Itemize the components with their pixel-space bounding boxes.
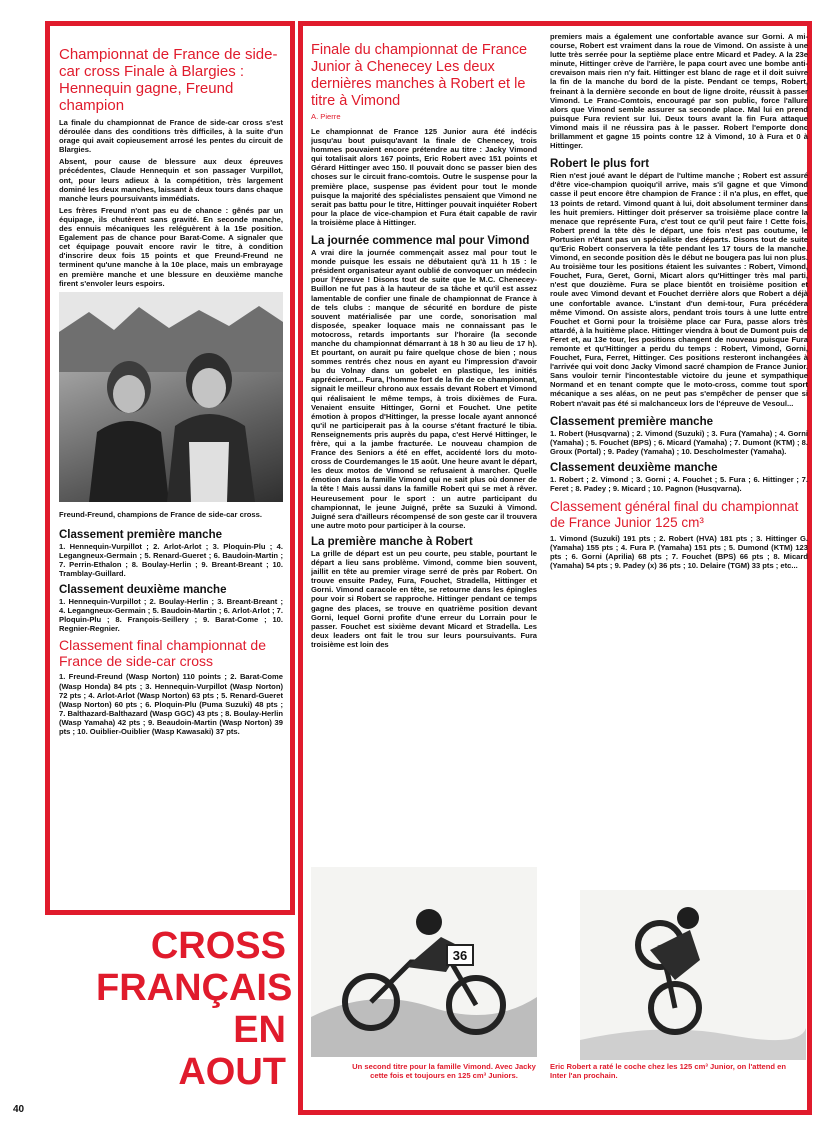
- page-number: 40: [13, 1104, 25, 1115]
- banner-line-2: FRANÇAIS: [96, 967, 293, 1009]
- robert-photo-caption: Eric Robert a raté le coche chez les 125 cm³ Junior, on l'attend en Inter l'an prochain.: [550, 1062, 787, 1080]
- sidecar-paragraph-2: Absent, pour cause de blessure aux deux épreuves précédentes, Claude Hennequin et son passager Vurpillot, ont, pour leurs adieux à la compétition, très largement dominé les deux manches, laissant à deux tours dans chaque manche leurs poursuivants immédiats.: [59, 157, 283, 203]
- junior-s3-heading: Robert le plus fort: [550, 158, 650, 171]
- vimond-photo: [311, 867, 537, 1057]
- sidecar-intro: La finale du championnat de France de side-car cross s'est déroulée dans des conditions très difficiles, à la suite d'un orage qui avait copieusement arrosé les pentes du circuit de Blargies.: [59, 118, 283, 155]
- junior-s3-text: Rien n'est joué avant le départ de l'ultime manche ; Robert est assuré d'être vice-champion quoiqu'il arrive, mais s'il gagne et que Vimond casse il peut encore être champion de France : il n'a plus, en effet, que 13 points de retard. Vimond quant à lui, doit absolument terminer dans les huit premiers. Hittinger doit préserver sa troisième place contre la menace que représente Fura, c'est tout ce qu'il peut faire ! Cette fois, Robert prend la tête dès le départ, une fois n'est pas coutume, le Portusien n'étant pas un spécialiste des départs. Disons tout de suite qu'Eric Robert conservera la tête pendant les 17 tours de la manche. Vimond, en seconde position dès le début ne bougera pas lui non plus. Au troisième tour les positions étaient les suivantes : Robert, Vimond, Fouchet, Fura, Geret, Gorni, Micart alors qu'Hittinger très mal parti, n'est que douzième. Fura se place bientôt en troisième position et roule avec Vimond devant et Fouchet derrière alors que Robert a déjà une confortable avance. L'instant d'un demi-tour, Fura précédera même Vimond. On assiste alors, pendant trois tours à une lutte entre Fouchet et Gorni pour la troisième place car Fura, passe alors très attardé, à la huitième place. Hittinger viendra à bout de Dumont puis de Feret et, au 13e tour, les positions changent de nouveau puisque Fura remonte et qu'Hittinger a perdu du temps : Robert, Vimond, Gorni, Fouchet, Fura, Ferret, Hittinger. Ces positions resteront inchangées à l'arrivée qui voit donc Jacky Vimond sacré champion de France Junior. Sans vouloir ternir l'incontestable victoire du jeune et sympathique Normand et en tenant compte que le moto-cross, comme tout sport mécanique a ses aléas, on ne peut pas s'empêcher de penser que si Robert n'avait pas été si malchanceux lors de l'épreuve de Vesoul...: [550, 171, 808, 408]
- junior-article-box: [298, 21, 812, 1115]
- sidecar-final-results: 1. Freund-Freund (Wasp Norton) 110 points ; 2. Barat-Come (Wasp Honda) 84 pts ; 3. Hennequin-Vurpillot (Wasp Norton) 72 pts ; 4. Arlot-Arlot (Wasp Norton) 63 pts ; 5. Renard-Gueret (Wasp Norton) 60 pts ; 6. Ploquin-Plu (Puma Suzuki) 48 pts ; 7. Balthazard-Balthazard (Wasp GGC) 43 pts ; 8. Boulay-Herlin (Wasp Yamaha) 42 pts ; 9. Beaudoin-Martin (Wasp Norton) 39 pts ; 10. Ouiblier-Ouiblier (Wasp Kawasaki) 37 pts.: [59, 672, 283, 736]
- junior-author: A. Pierre: [311, 112, 341, 121]
- junior-s1-text: A vrai dire la journée commençait assez mal pour tout le monde puisque les essais ne débutaient qu'à 11 h 15 : le président organisateur ayant oublié de convoquer un médecin pour l'épreuve ! Disons tout de suite que le M.C. Chenecey-Buillon ne fut pas à la hauteur de sa tâche et qu'il est assez lamentable de confier une finale de championnat de France à de tels clubs : manque de sécurité en bordure de piste souvent matérialisée par une corde, sonorisation mal disposée, speaker loquace mais ne connaissant pas le motocross, retards importants sur l'horaire (la seconde manche du championnat démarrant à 18 h 30 au lieu de 17 h). Et pourtant, on aurait pu faire quelque chose de bien ; nous sommes rentrés chez nous en ayant eu l'impression d'avoir bu du Volnay dans un gobelet en plastique, les initiés apprécieront... Fura, l'homme fort de la fin de ce championnat, signait le meilleur chrono aux essais devant Robert et Vimond qui réalisaient le même temps, à trois dixièmes de Fura. Venaient ensuite Hittinger, Gorni et Fouchet. Une petite émotion à propos d'Hittinger, la presse locale ayant annoncé qu'il ne participerait pas à la course s'étant fracturé le tibia. Renseignements pris auprès du papa, c'est Hervé Hittinger, le frère, qui a la jambe fracturée. Le nouveau champion de France des Seniors a été en effet, accidenté lors du moto-cross de Courdemanges le 15 août. Une heure avant le départ, les deux motos de Vimond se refusaient à marcher. Quelle émotion dans la famille Vimond qui ne sait plus où donner de la tête ! Mais aussi dans la famille Robert qui se met à rêver. Heureusement pour le sport : un autre participant du championnat, le jeune Juigné, prête sa Suzuki à Vimond. Juigné sera d'ailleurs récompensé de son geste car il trouvera une autre moto pour participer à la course.: [311, 248, 537, 530]
- junior-intro: Le championnat de France 125 Junior aura été indécis jusqu'au bout puisqu'avant la finale de Chenecey, trois hommes pouvaient encore prétendre au titre : Jacky Vimond qui totalisait alors 167 points, Eric Robert avec 151 points et Gérard Hittinger avec 150. Il pouvait donc se passer bien des choses sur le circuit franc-comtois. Outre le suspense pour la première place, suspense pas évident pour tout le monde puisque la majorité des spécialistes pensaient que Vimond ne serait pas battu pour le titre, Hittinger pouvait inquiéter Robert pour la place de vice-champion et Fura était capable de ravir la troisième place à Hittinger.: [311, 127, 537, 227]
- junior-column-2: [550, 32, 808, 1104]
- sidecar-m1-results: 1. Hennequin-Vurpillot ; 2. Arlot-Arlot ; 3. Ploquin-Plu ; 4. Legangneux-Germain ; 5. Renard-Gueret ; 6. Baudoin-Martin ; 7. Perrin-Ethalon ; 8. Boulay-Herlin ; 9. Breant-Breant ; 10. Tramblay-Guillard.: [59, 541, 283, 578]
- junior-s2-heading: La première manche à Robert: [311, 535, 473, 548]
- junior-final-heading: Classement général final du championnat de France Junior 125 cm³: [550, 499, 799, 531]
- banner-line-4: AOUT: [178, 1051, 286, 1093]
- junior-final-results: 1. Vimond (Suzuki) 191 pts ; 2. Robert (HVA) 181 pts ; 3. Hittinger G. (Yamaha) 155 pts ; 4. Fura P. (Yamaha) 151 pts ; 5. Dumond (KTM) 123 pts ; 6. Gorni (Aprilia) 68 pts ; 7. Fouchet (BPS) 66 pts ; 8. Micard (Yamaha) 54 pts ; 9. Padey (x) 36 pts ; 10. Delaire (TGM) 33 pts ; etc...: [550, 534, 808, 571]
- junior-m1-results: 1. Robert (Husqvarna) ; 2. Vimond (Suzuki) ; 3. Fura (Yamaha) ; 4. Gorni (Yamaha) ; 5. Fouchet (BPS) ; 6. Micard (Yamaha) ; 7. Dumont (KTM) ; 8. Groux (Portal) ; 9. Padey (Yamaha) ; 10. Descholmester (Yamaha).: [550, 428, 808, 456]
- robert-photo-illustration: [580, 890, 806, 1060]
- cross-banner: [96, 925, 293, 1093]
- freund-photo: [59, 292, 283, 502]
- junior-m2-heading: Classement deuxième manche: [550, 461, 718, 474]
- sidecar-paragraph-3: Les frères Freund n'ont pas eu de chance : gênés par un équipage, ils chutèrent sans gravité. En seconde manche, des ennuis mécaniques les reléguèrent à la 15e position. Egalement pas de chance pour Barat-Come. A signaler que cet équipage pouvait encore ravir le titre, à condition d'inscrire deux fois 15 points et que Freund-Freund ne terminent qu'une manche à la 10e place, mais un embrayage en première manche et une blessure en deuxième manche firent s'envoler leurs espoirs.: [59, 205, 283, 288]
- sidecar-m2-heading: Classement deuxième manche: [59, 584, 227, 597]
- sidecar-title: Championnat de France de side-car cross Finale à Blargies : Hennequin gagne, Freund champion: [59, 46, 278, 114]
- junior-title: Finale du championnat de France Junior à Chenecey Les deux dernières manches à Robert et le titre à Vimond: [311, 42, 528, 109]
- freund-photo-caption: Freund-Freund, champions de France de side-car cross.: [59, 509, 262, 519]
- junior-continued-text: premiers mais a également une confortable avance sur Gorni. A mi-course, Robert est vraiment dans la roue de Vimond. On assiste à une lutte très serrée pour la septième place entre Micard et Padey. A la 23e minute, Hittinger crève de l'arrière, le papa court avec une bombe anti-crevaison mais rien n'y fait. Hittinger est blanc de rage et il doit suivre la fin de la manche du bord de la piste. Pendant ce temps, Robert, freinant à la dernière seconde en bout de ligne droite, réussit à passer Vimond. Le Franc-Comtois, encouragé par son public, force l'allure alors que Vimond semble assurer sa seconde place. Mal lui en prend puisque Fura revient sur lui. Deux tours avant la fin Fura attaque Vimond mais il ne réussira pas à le passer. Robert l'emporte donc brillamment et gagne 15 points contre 12 à Vimond, 10 à Fura et 0 à Hittinger.: [550, 32, 808, 151]
- junior-m2-results: 1. Robert ; 2. Vimond ; 3. Gorni ; 4. Fouchet ; 5. Fura ; 6. Hittinger ; 7. Feret ; 8. Padey ; 9. Micard ; 10. Pagnon (Husqvarna).: [550, 474, 808, 494]
- sidecar-column: [59, 34, 283, 906]
- banner-line-3: EN: [233, 1009, 286, 1051]
- vimond-photo-caption: Un second titre pour la famille Vimond. Avec Jacky cette fois et toujours en 125 cm³ Juniors.: [352, 1062, 536, 1080]
- sidecar-final-heading: Classement final championnat de France de side-car cross: [59, 637, 267, 670]
- robert-photo: [580, 890, 806, 1060]
- sidecar-m1-heading: Classement première manche: [59, 528, 222, 541]
- freund-photo-illustration: [59, 292, 283, 502]
- bike-number: 36: [452, 948, 468, 963]
- sidecar-article-box: [45, 21, 295, 915]
- sidecar-m2-results: 1. Hennequin-Vurpillot ; 2. Boulay-Herlin ; 3. Breant-Breant ; 4. Legangneux-Germain ; 5. Baudoin-Martin ; 6. Arlot-Arlot ; 7. Ploquin-Plu ; 8. François-Seillery ; 9. Barat-Come ; 10. Regnier-Regnier.: [59, 597, 283, 634]
- junior-m1-heading: Classement première manche: [550, 415, 713, 428]
- junior-s2-text: La grille de départ est un peu courte, peu stable, pourtant le départ a lieu sans problème. Vimond, comme bien souvent, jaillit en tête au premier virage serré de près par Robert. On trouve ensuite Padey, Fura, Fouchet, Stradella, Hittinger et Gorni. Vimond caracole en tête, se retourne dans les épingles pour voir si Robert se rapproche. Hittinger pendant ce temps gagne des places, se trouve en quatrième position devant Gorni, lequel Gorni profite d'une erreur du Lorrain pour le passer. Fouchet est sixième devant Micard et Stradella. Les deux leaders ont fait le trou sur leurs poursuivants. Fura troisième est loin des: [311, 548, 537, 649]
- vimond-photo-illustration: [311, 867, 537, 1057]
- junior-column-1: [311, 32, 537, 1104]
- junior-s1-heading: La journée commence mal pour Vimond: [311, 235, 530, 248]
- banner-line-1: CROSS: [150, 925, 286, 967]
